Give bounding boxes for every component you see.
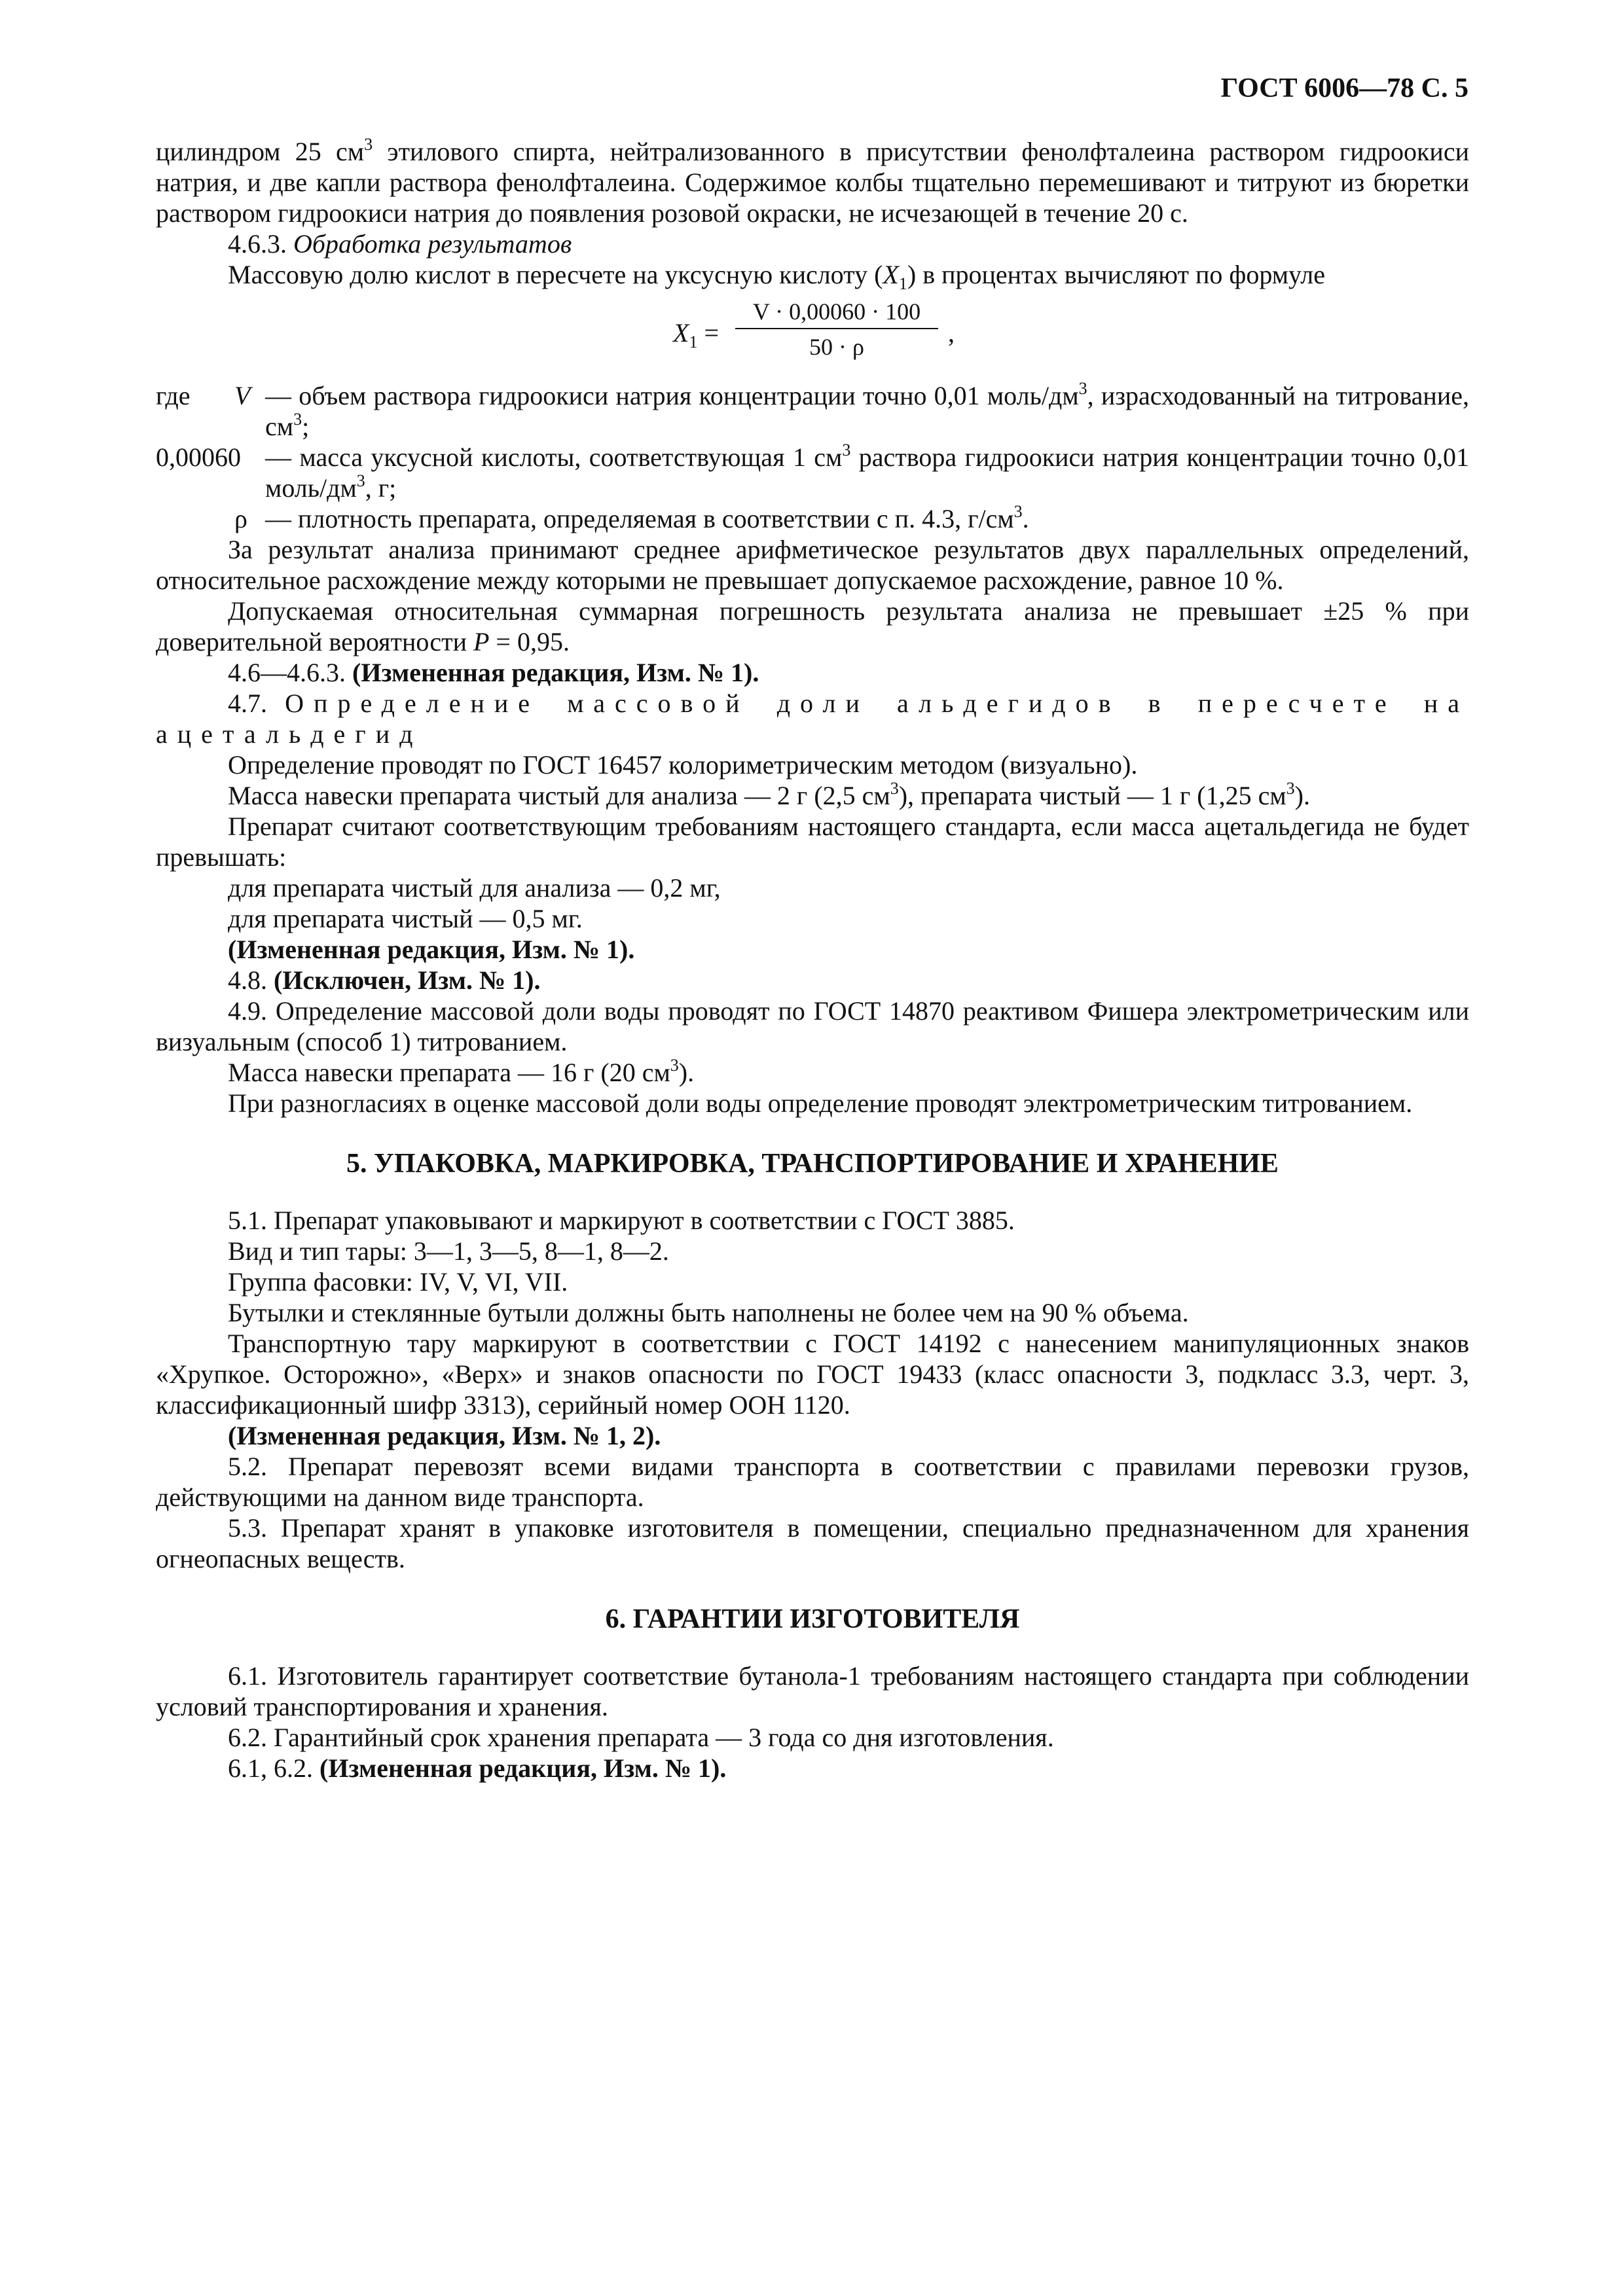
- clause-number: 4.6—4.6.3.: [228, 658, 346, 687]
- amendment-bold: (Измененная редакция, Изм. № 1).: [352, 658, 759, 687]
- definition-desc: [131, 503, 1469, 534]
- formula-comma: ,: [948, 318, 955, 348]
- definition-term: [156, 380, 274, 411]
- amendment-bold: (Исключен, Изм. № 1).: [274, 965, 541, 995]
- spaced-title: Определение массовой доли альдегидов в пересчете на ацетальдегид: [156, 689, 1469, 749]
- paragraph: для препарата чистый — 0,5 мг.: [228, 904, 583, 933]
- superscript: 3: [842, 440, 851, 459]
- amendment-note: [156, 965, 1469, 996]
- definition-term: 0,00060: [156, 442, 241, 472]
- clause-number: 4.6.3.: [228, 229, 287, 259]
- subscript: 1: [898, 274, 907, 293]
- superscript: 3: [356, 471, 365, 490]
- superscript: 3: [364, 134, 373, 154]
- term-v: V: [234, 381, 251, 410]
- paragraph: 4.9. Определение массовой доли воды проводят по ГОСТ 14870 реактивом Фишера электрометрическим или визуальным (способ 1) титрованием.: [156, 996, 1469, 1056]
- amendment-bold: (Измененная редакция, Изм. № 1).: [319, 1753, 727, 1783]
- paragraph-formula-intro: [156, 259, 1469, 293]
- clause-heading-spaced: [156, 688, 1469, 749]
- formula: [156, 296, 1469, 368]
- text-span: ), препарата чистый — 1 г (1,25 см: [898, 781, 1286, 810]
- clause-number: 4.7.: [228, 689, 267, 718]
- paragraph: За результат анализа принимают среднее арифметическое результатов двух параллельных определений, относительное расхождение между которыми не превышает допускаемое расхождение, равное 10 %.: [156, 535, 1469, 595]
- amendment-note: [156, 657, 1469, 688]
- superscript: 3: [1078, 378, 1087, 398]
- text-span: , израсходованный на титрование, см: [265, 381, 1470, 441]
- paragraph: [156, 780, 1469, 811]
- amendment-note: [156, 934, 1469, 965]
- clause-number: 4.8.: [228, 965, 267, 995]
- text-span: , г;: [365, 473, 397, 503]
- formula-definitions: [156, 380, 1469, 534]
- paragraph: для препарата чистый для анализа — 0,2 мг,: [228, 873, 721, 903]
- text-span: Допускаемая относительная суммарная погрешность результата анализа не превышает ±25 % при доверительной вероятности: [156, 596, 1469, 656]
- page-header: ГОСТ 6006—78 С. 5: [1220, 73, 1468, 103]
- superscript: 3: [1286, 778, 1295, 798]
- text-span: Масса навески препарата чистый для анализа — 2 г (2,5 см: [228, 781, 890, 810]
- text-span: раствора гидроокиси натрия концентрации точно 0,01 моль/дм: [265, 442, 1469, 503]
- text-span: ).: [1294, 781, 1310, 810]
- text-span: — плотность препарата, определяемая в соответствии с п. 4.3, г/см: [265, 504, 1014, 533]
- definition-mass: [156, 442, 1469, 503]
- text-span: = 0,95.: [489, 627, 570, 656]
- paragraph: 5.3. Препарат хранят в упаковке изготовителя в помещении, специально предназначенном для хранения огнеопасных веществ.: [156, 1513, 1469, 1573]
- paragraph: [156, 596, 1469, 657]
- text-span: ).: [678, 1058, 695, 1087]
- formula-subscript: 1: [689, 332, 698, 351]
- paragraph: 6.1. Изготовитель гарантирует соответствие бутанола-1 требованиям настоящего стандарта при соблюдении условий транспортирования и хранения.: [156, 1661, 1469, 1721]
- text-span: ;: [302, 412, 310, 441]
- paragraph: 5.2. Препарат перевозят всеми видами транспорта в соответствии с правилами перевозки грузов, действующими на данном виде транспорта.: [156, 1452, 1469, 1512]
- paragraph: Препарат считают соответствующим требованиям настоящего стандарта, если масса ацетальдегида не будет превышать:: [156, 812, 1469, 872]
- text-span: Массовую долю кислот в пересчете на уксусную кислоту (: [228, 260, 883, 289]
- variable: P: [473, 627, 490, 656]
- formula-numerator: V · 0,00060 · 100: [752, 298, 921, 325]
- definition-rho: [156, 503, 1469, 534]
- amendment-note: [156, 1753, 1469, 1784]
- text-span: ) в процентах вычисляют по формуле: [907, 260, 1325, 289]
- paragraph: Транспортную тару маркируют в соответствии с ГОСТ 14192 с нанесением манипуляционных знаков «Хрупкое. Осторожно», «Верх» и знаков опасности по ГОСТ 19433 (класс опасности 3, подкласс 3.3, черт. 3, классификационный шифр 3313), серийный номер ООН 1120.: [156, 1329, 1469, 1420]
- formula-fraction: [735, 296, 938, 362]
- paragraph: При разногласиях в оценке массовой доли воды определение проводят электрометрическим титрованием.: [228, 1088, 1413, 1118]
- amendment-bold: (Измененная редакция, Изм. № 1, 2).: [228, 1421, 661, 1450]
- definition-v: [156, 380, 1469, 442]
- variable: X: [883, 260, 899, 289]
- text-span: .: [1022, 504, 1029, 533]
- clause-number: 6.1, 6.2.: [228, 1753, 313, 1783]
- paragraph: Группа фасовки: IV, V, VI, VII.: [228, 1267, 568, 1297]
- amendment-note: [156, 1420, 1469, 1451]
- formula-equals: =: [697, 318, 719, 348]
- section-heading: 5. УПАКОВКА, МАРКИРОВКА, ТРАНСПОРТИРОВАНИЕ И ХРАНЕНИЕ: [346, 1149, 1279, 1179]
- paragraph: Вид и тип тары: 3—1, 3—5, 8—1, 8—2.: [228, 1236, 669, 1266]
- text-span: — объем раствора гидроокиси натрия концентрации точно 0,01 моль/дм: [265, 381, 1079, 410]
- superscript: 3: [293, 409, 302, 429]
- document-body: [156, 136, 1469, 1784]
- paragraph: Бутылки и стеклянные бутыли должны быть наполнены не более чем на 90 % объема.: [228, 1298, 1189, 1327]
- section-heading: 6. ГАРАНТИИ ИЗГОТОВИТЕЛЯ: [605, 1604, 1020, 1634]
- definition-desc: [131, 380, 1469, 442]
- text-span: Масса навески препарата — 16 г (20 см: [228, 1058, 670, 1087]
- paragraph: [156, 1057, 1469, 1088]
- subsection-title: [156, 228, 1469, 259]
- superscript: 3: [670, 1055, 679, 1075]
- fraction-bar: [735, 328, 938, 329]
- paragraph: 6.2. Гарантийный срок хранения препарата — 3 года со дня изготовления.: [228, 1723, 1054, 1752]
- amendment-bold: (Измененная редакция, Изм. № 1).: [228, 935, 635, 964]
- definition-desc: [131, 442, 1469, 503]
- formula-lhs: [673, 317, 719, 351]
- superscript: 3: [890, 778, 899, 798]
- text-span: цилиндром 25 см: [156, 137, 365, 166]
- paragraph: 5.1. Препарат упаковывают и маркируют в соответствии с ГОСТ 3885.: [228, 1206, 1015, 1235]
- paragraph-intro-continuation: [156, 136, 1469, 228]
- text-span: — масса уксусной кислоты, соответствующая 1 см: [265, 442, 843, 472]
- clause-title: Обработка результатов: [293, 229, 572, 259]
- superscript: 3: [1013, 501, 1023, 521]
- text-span: этилового спирта, нейтрализованного в присутствии фенолфталеина раствором гидроокиси натрия, и две капли раствора фенолфталеина. Содержимое колбы тщательно перемешивают и титруют из бюретки раствором гидроокиси натрия до появления розовой окраски, не исчезающей в течение 20 с.: [156, 137, 1470, 228]
- paragraph: Определение проводят по ГОСТ 16457 колориметрическим методом (визуально).: [228, 750, 1138, 780]
- term-rho: ρ: [234, 504, 247, 533]
- formula-variable: X: [673, 318, 689, 348]
- formula-denominator: 50 · ρ: [809, 334, 864, 360]
- where-label: где: [156, 381, 191, 410]
